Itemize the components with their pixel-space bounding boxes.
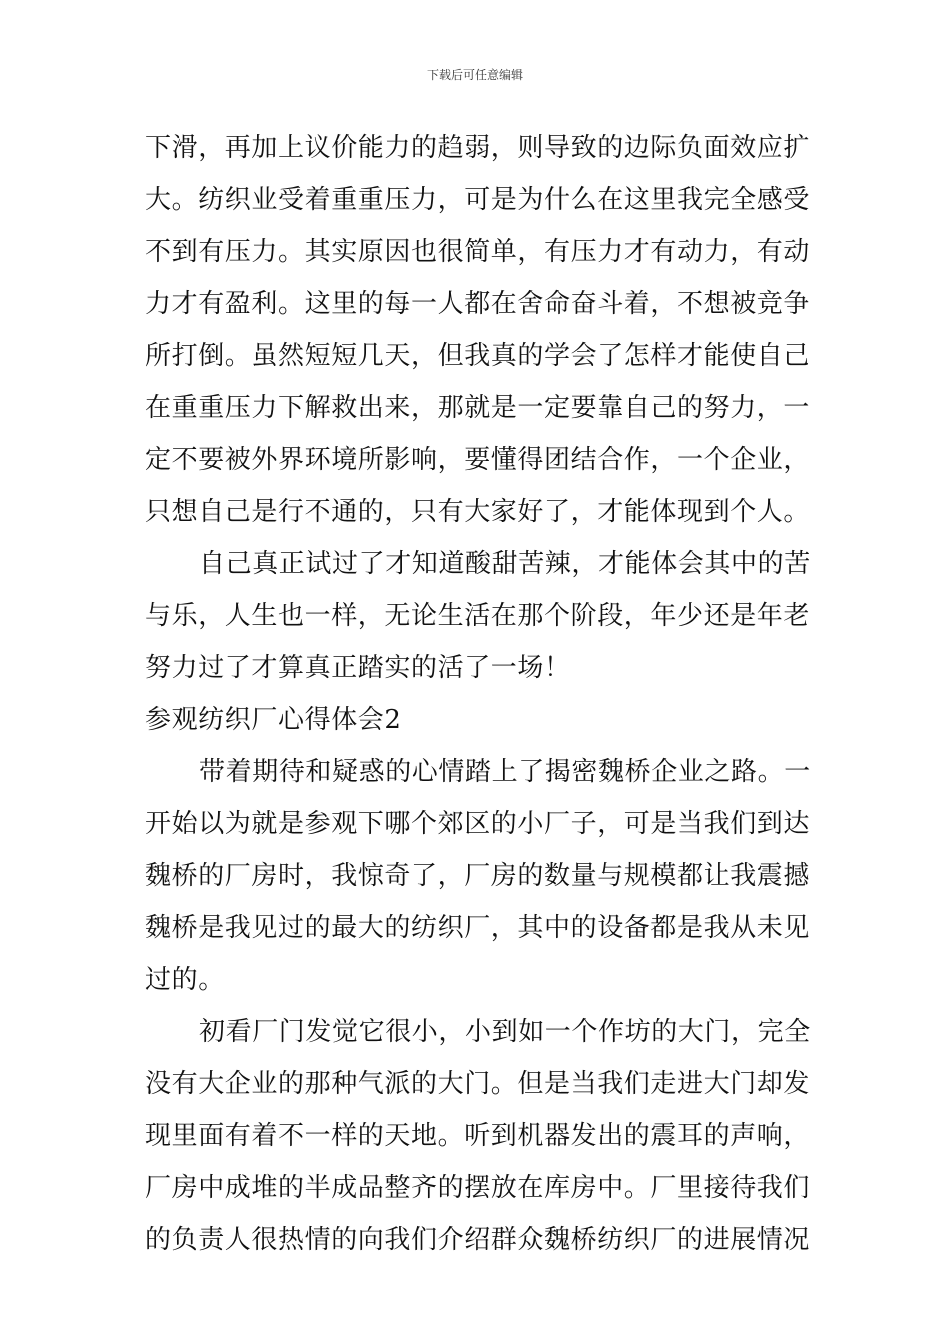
text-line: 只想自己是行不通的，只有大家好了，才能体现到个人。 (145, 497, 811, 527)
text-line: 带着期待和疑惑的心情踏上了揭密魏桥企业之路。一 (199, 757, 811, 787)
text-line: 开始以为就是参观下哪个郊区的小厂子，可是当我们到达 (145, 809, 811, 839)
text-line: 自己真正试过了才知道酸甜苦辣，才能体会其中的苦 (199, 549, 811, 579)
text-line: 力才有盈利。这里的每一人都在舍命奋斗着，不想被竞争 (145, 289, 811, 319)
text-line: 与乐，人生也一样，无论生活在那个阶段，年少还是年老 (145, 601, 811, 631)
text-line: 魏桥的厂房时，我惊奇了，厂房的数量与规模都让我震撼 (145, 861, 811, 891)
text-line: 现里面有着不一样的天地。听到机器发出的震耳的声响， (145, 1121, 811, 1151)
text-line: 的负责人很热情的向我们介绍群众魏桥纺织厂的进展情况 (145, 1225, 811, 1255)
document-body (145, 122, 810, 1266)
text-line: 努力过了才算真正踏实的活了一场！ (145, 653, 571, 683)
text-line: 定不要被外界环境所影响，要懂得团结合作，一个企业， (145, 445, 811, 475)
text-line: 参观纺织厂心得体会2 (145, 705, 402, 735)
text-line: 魏桥是我见过的最大的纺织厂，其中的设备都是我从未见 (145, 913, 811, 943)
text-line: 在重重压力下解救出来，那就是一定要靠自己的努力，一 (145, 393, 811, 423)
text-line: 初看厂门发觉它很小，小到如一个作坊的大门，完全 (199, 1017, 811, 1047)
text-line: 没有大企业的那种气派的大门。但是当我们走进大门却发 (145, 1069, 811, 1099)
text-line: 大。纺织业受着重重压力，可是为什么在这里我完全感受 (145, 185, 811, 215)
text-line: 所打倒。虽然短短几天，但我真的学会了怎样才能使自己 (145, 341, 811, 371)
text-line: 过的。 (145, 965, 225, 995)
page-header: 下载后可任意编辑 (426, 68, 523, 82)
text-line: 不到有压力。其实原因也很简单，有压力才有动力，有动 (145, 237, 811, 267)
text-line: 下滑，再加上议价能力的趋弱，则导致的边际负面效应扩 (145, 133, 811, 163)
text-line: 厂房中成堆的半成品整齐的摆放在库房中。厂里接待我们 (145, 1173, 811, 1203)
